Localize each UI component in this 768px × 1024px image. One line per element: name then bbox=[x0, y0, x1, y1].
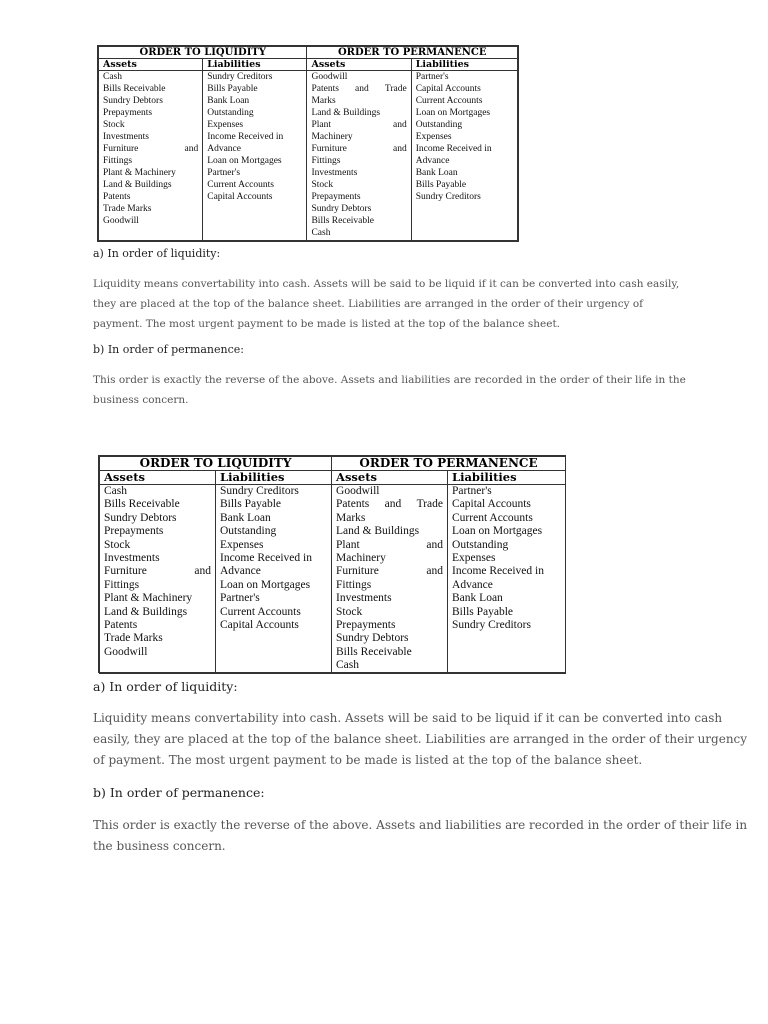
table-cell-item: Current Accounts bbox=[220, 605, 301, 618]
table-cell-item bbox=[336, 539, 443, 552]
table-cell-word: Trade bbox=[384, 84, 407, 94]
liquidity-assets-header: Assets bbox=[100, 471, 216, 485]
liquidity-title: ORDER TO LIQUIDITY bbox=[99, 47, 307, 59]
table-cell-item: Capital Accounts bbox=[452, 498, 531, 511]
table-cell-item: Stock bbox=[103, 120, 125, 130]
table-cell-item: Bank Loan bbox=[415, 168, 458, 178]
table-cell-item: Fittings bbox=[336, 578, 372, 591]
table-cell-item: Stock bbox=[104, 538, 131, 551]
table-cell-item: Plant & Machinery bbox=[104, 592, 193, 605]
liquidity-liabilities-header: Liabilities bbox=[216, 471, 332, 485]
table-cell-item: Bills Receivable bbox=[103, 84, 166, 94]
table-cell-item: Fittings bbox=[103, 156, 133, 166]
table-cell-word: and bbox=[184, 144, 199, 154]
table-cell-word: and bbox=[384, 498, 402, 511]
permanence-heading: b) In order of permanence: bbox=[93, 785, 265, 800]
table-cell-word: and bbox=[392, 144, 407, 154]
table-cell-item: Prepayments bbox=[336, 619, 396, 632]
table-cell-item: Income Received in bbox=[452, 565, 544, 578]
table-cell-item: Bills Receivable bbox=[311, 216, 374, 226]
table-cell-item: Cash bbox=[103, 72, 122, 82]
table-cell-item: Investments bbox=[103, 132, 149, 142]
table-cell-item: Current Accounts bbox=[207, 180, 274, 190]
table-cell-item: Land & Buildings bbox=[103, 180, 172, 190]
liquidity-heading: a) In order of liquidity: bbox=[93, 247, 221, 260]
table-cell-item: Partner's bbox=[415, 72, 449, 82]
balance-sheet-table-2 bbox=[98, 455, 566, 673]
table-cell-item bbox=[336, 498, 443, 511]
table-cell-item: Machinery bbox=[311, 132, 353, 142]
table-cell-word: and bbox=[426, 538, 444, 551]
liquidity-assets-header: Assets bbox=[99, 59, 203, 71]
table-cell-item: Fittings bbox=[311, 156, 341, 166]
table-cell-word: Patents bbox=[336, 498, 370, 511]
table-cell-word: Furniture bbox=[103, 144, 139, 154]
table-cell-item: Cash bbox=[311, 228, 331, 238]
table-cell-item: Goodwill bbox=[311, 72, 348, 82]
table-cell-item: Income Received in bbox=[207, 132, 284, 142]
permanence-liabilities-header: Liabilities bbox=[411, 59, 517, 71]
permanence-title: ORDER TO PERMANENCE bbox=[332, 457, 566, 471]
table-cell-word: Furniture bbox=[104, 565, 147, 578]
table-cell-item: Outstanding bbox=[220, 525, 277, 538]
table-cell-item: Cash bbox=[104, 485, 127, 497]
table-cell-item: Bank Loan bbox=[452, 592, 503, 605]
table-cell-item: Expenses bbox=[207, 120, 244, 130]
table-cell-item: Capital Accounts bbox=[415, 84, 481, 94]
table-cell-item: Plant & Machinery bbox=[103, 168, 176, 178]
liquidity-title: ORDER TO LIQUIDITY bbox=[100, 457, 332, 471]
liquidity-paragraph: Liquidity means convertability into cash. Assets will be said to be liquid if it can be converted into cash easily, they are placed at the top of the balance sheet. Liabilities are arranged in the order of their urgency of payment. The most urgent payment to be made is listed at the top of the balance sheet. bbox=[93, 711, 748, 767]
permanence-assets-header: Assets bbox=[307, 59, 411, 71]
table-cell-item: Outstanding bbox=[452, 538, 509, 551]
permanence-paragraph: This order is exactly the reverse of the above. Assets and liabilities are recorded in the order of their life in the business concern. bbox=[93, 374, 686, 406]
table-cell-item: Machinery bbox=[336, 552, 386, 565]
table-cell-item: Bills Payable bbox=[220, 498, 282, 511]
table-cell-item: Investments bbox=[336, 592, 392, 605]
table-cell-item: Sundry Creditors bbox=[220, 485, 299, 497]
liquidity-paragraph: Liquidity means convertability into cash. Assets will be said to be liquid if it can be converted into cash easily, they are placed at the top of the balance sheet. Liabilities are arranged in the order of their urgency of payment. The most urgent payment to be made is listed at the top of the balance sheet. bbox=[93, 278, 680, 330]
table-cell-item: Stock bbox=[311, 180, 334, 190]
balance-sheet-table-1 bbox=[97, 45, 519, 242]
table-cell-item bbox=[311, 83, 406, 95]
permanence-heading: b) In order of permanence: bbox=[93, 343, 244, 356]
table-cell-item: Prepayments bbox=[311, 192, 361, 202]
liquidity-liabilities-column bbox=[216, 485, 332, 674]
liquidity-liabilities-header: Liabilities bbox=[203, 59, 307, 71]
table-cell-word: Plant bbox=[311, 120, 331, 130]
table-cell-item bbox=[311, 143, 406, 155]
table-cell-item: Patents bbox=[103, 192, 131, 202]
table-cell-item: Advance bbox=[207, 144, 241, 154]
table-cell-item: Capital Accounts bbox=[207, 192, 273, 202]
table-cell-word: Furniture bbox=[311, 144, 347, 154]
table-cell-item: Expenses bbox=[415, 132, 452, 142]
liquidity-liabilities-column bbox=[203, 71, 307, 241]
table-cell-item: Trade Marks bbox=[104, 632, 163, 645]
permanence-paragraph: This order is exactly the reverse of the above. Assets and liabilities are recorded in the order of their life in the business concern. bbox=[93, 818, 748, 853]
table-cell-item bbox=[336, 565, 443, 578]
liquidity-heading: a) In order of liquidity: bbox=[93, 679, 238, 694]
table-cell-item: Cash bbox=[336, 659, 360, 672]
permanence-assets-column bbox=[307, 71, 411, 241]
table-cell-item: Expenses bbox=[452, 552, 496, 565]
table-cell-word: and bbox=[392, 120, 407, 130]
table-cell-item: Sundry Creditors bbox=[415, 192, 481, 202]
table-cell-item: Current Accounts bbox=[452, 511, 533, 524]
table-cell-word: and bbox=[355, 84, 369, 94]
table-cell-item: Goodwill bbox=[336, 485, 380, 497]
table-cell-item: Bills Receivable bbox=[104, 498, 180, 511]
table-cell-item: Income Received in bbox=[220, 552, 312, 565]
table-cell-item: Land & Buildings bbox=[311, 108, 381, 118]
table-cell-item: Partner's bbox=[207, 168, 241, 178]
table-cell-item: Current Accounts bbox=[415, 96, 483, 106]
table-cell-item: Sundry Debtors bbox=[104, 511, 177, 524]
table-cell-item: Trade Marks bbox=[103, 204, 152, 214]
table-cell-word: Plant bbox=[336, 538, 360, 551]
table-cell-item: Loan on Mortgages bbox=[452, 525, 543, 538]
table-cell-item: Expenses bbox=[220, 538, 264, 551]
table-cell-item: Income Received in bbox=[415, 144, 492, 154]
table-cell-item: Fittings bbox=[104, 578, 140, 591]
permanence-assets-header: Assets bbox=[332, 471, 448, 485]
permanence-liabilities-header: Liabilities bbox=[448, 471, 566, 485]
table-cell-item: Bills Payable bbox=[452, 605, 514, 618]
permanence-liabilities-column bbox=[411, 71, 517, 241]
table-cell-item: Stock bbox=[336, 605, 363, 618]
table-cell-word: Patents bbox=[311, 84, 339, 94]
table-cell-item: Investments bbox=[311, 168, 358, 178]
table-cell-item: Advance bbox=[220, 565, 261, 578]
table-cell-item: Sundry Creditors bbox=[207, 72, 273, 82]
table-cell-item: Capital Accounts bbox=[220, 619, 299, 632]
table-cell-item: Bank Loan bbox=[220, 511, 271, 524]
table-cell-item: Outstanding bbox=[415, 120, 463, 130]
table-cell-item: Marks bbox=[336, 511, 366, 524]
table-cell-item: Bills Receivable bbox=[336, 645, 412, 658]
table-cell-item: Patents bbox=[104, 619, 138, 632]
table-cell-item bbox=[311, 119, 406, 131]
table-cell-item: Loan on Mortgages bbox=[415, 108, 491, 118]
table-cell-word: and bbox=[194, 565, 211, 578]
table-cell-item: Bills Payable bbox=[415, 180, 467, 190]
table-cell-item: Bills Payable bbox=[207, 84, 258, 94]
table-cell-item bbox=[103, 143, 198, 155]
table-cell-item: Prepayments bbox=[103, 108, 153, 118]
table-cell-item: Partner's bbox=[220, 592, 260, 605]
table-cell-item: Outstanding bbox=[207, 108, 254, 118]
table-cell-item: Loan on Mortgages bbox=[207, 156, 282, 166]
permanence-liabilities-column bbox=[448, 485, 566, 674]
table-cell-item: Sundry Debtors bbox=[103, 96, 163, 106]
table-cell-item: Marks bbox=[311, 96, 336, 106]
table-cell-item: Sundry Debtors bbox=[311, 204, 372, 214]
table-cell-item: Sundry Creditors bbox=[452, 619, 531, 632]
table-cell-item: Advance bbox=[452, 578, 493, 591]
table-cell-item: Investments bbox=[104, 552, 160, 565]
table-cell-item: Goodwill bbox=[104, 645, 148, 658]
table-cell-item: Goodwill bbox=[103, 216, 139, 226]
table-cell-word: Furniture bbox=[336, 565, 379, 578]
liquidity-assets-column bbox=[100, 485, 216, 674]
table-cell-item: Loan on Mortgages bbox=[220, 578, 311, 591]
table-cell-item: Partner's bbox=[452, 485, 492, 497]
table-cell-item: Land & Buildings bbox=[336, 525, 420, 538]
table-cell-item: Prepayments bbox=[104, 525, 164, 538]
table-cell-word: and bbox=[426, 565, 444, 578]
table-cell-item bbox=[104, 565, 211, 578]
table-cell-item: Sundry Debtors bbox=[336, 632, 409, 645]
permanence-title: ORDER TO PERMANENCE bbox=[307, 47, 518, 59]
table-cell-word: Trade bbox=[416, 498, 443, 511]
liquidity-assets-column bbox=[99, 71, 203, 241]
table-cell-item: Advance bbox=[415, 156, 450, 166]
permanence-assets-column bbox=[332, 485, 448, 674]
table-cell-item: Bank Loan bbox=[207, 96, 250, 106]
table-cell-item: Land & Buildings bbox=[104, 605, 188, 618]
